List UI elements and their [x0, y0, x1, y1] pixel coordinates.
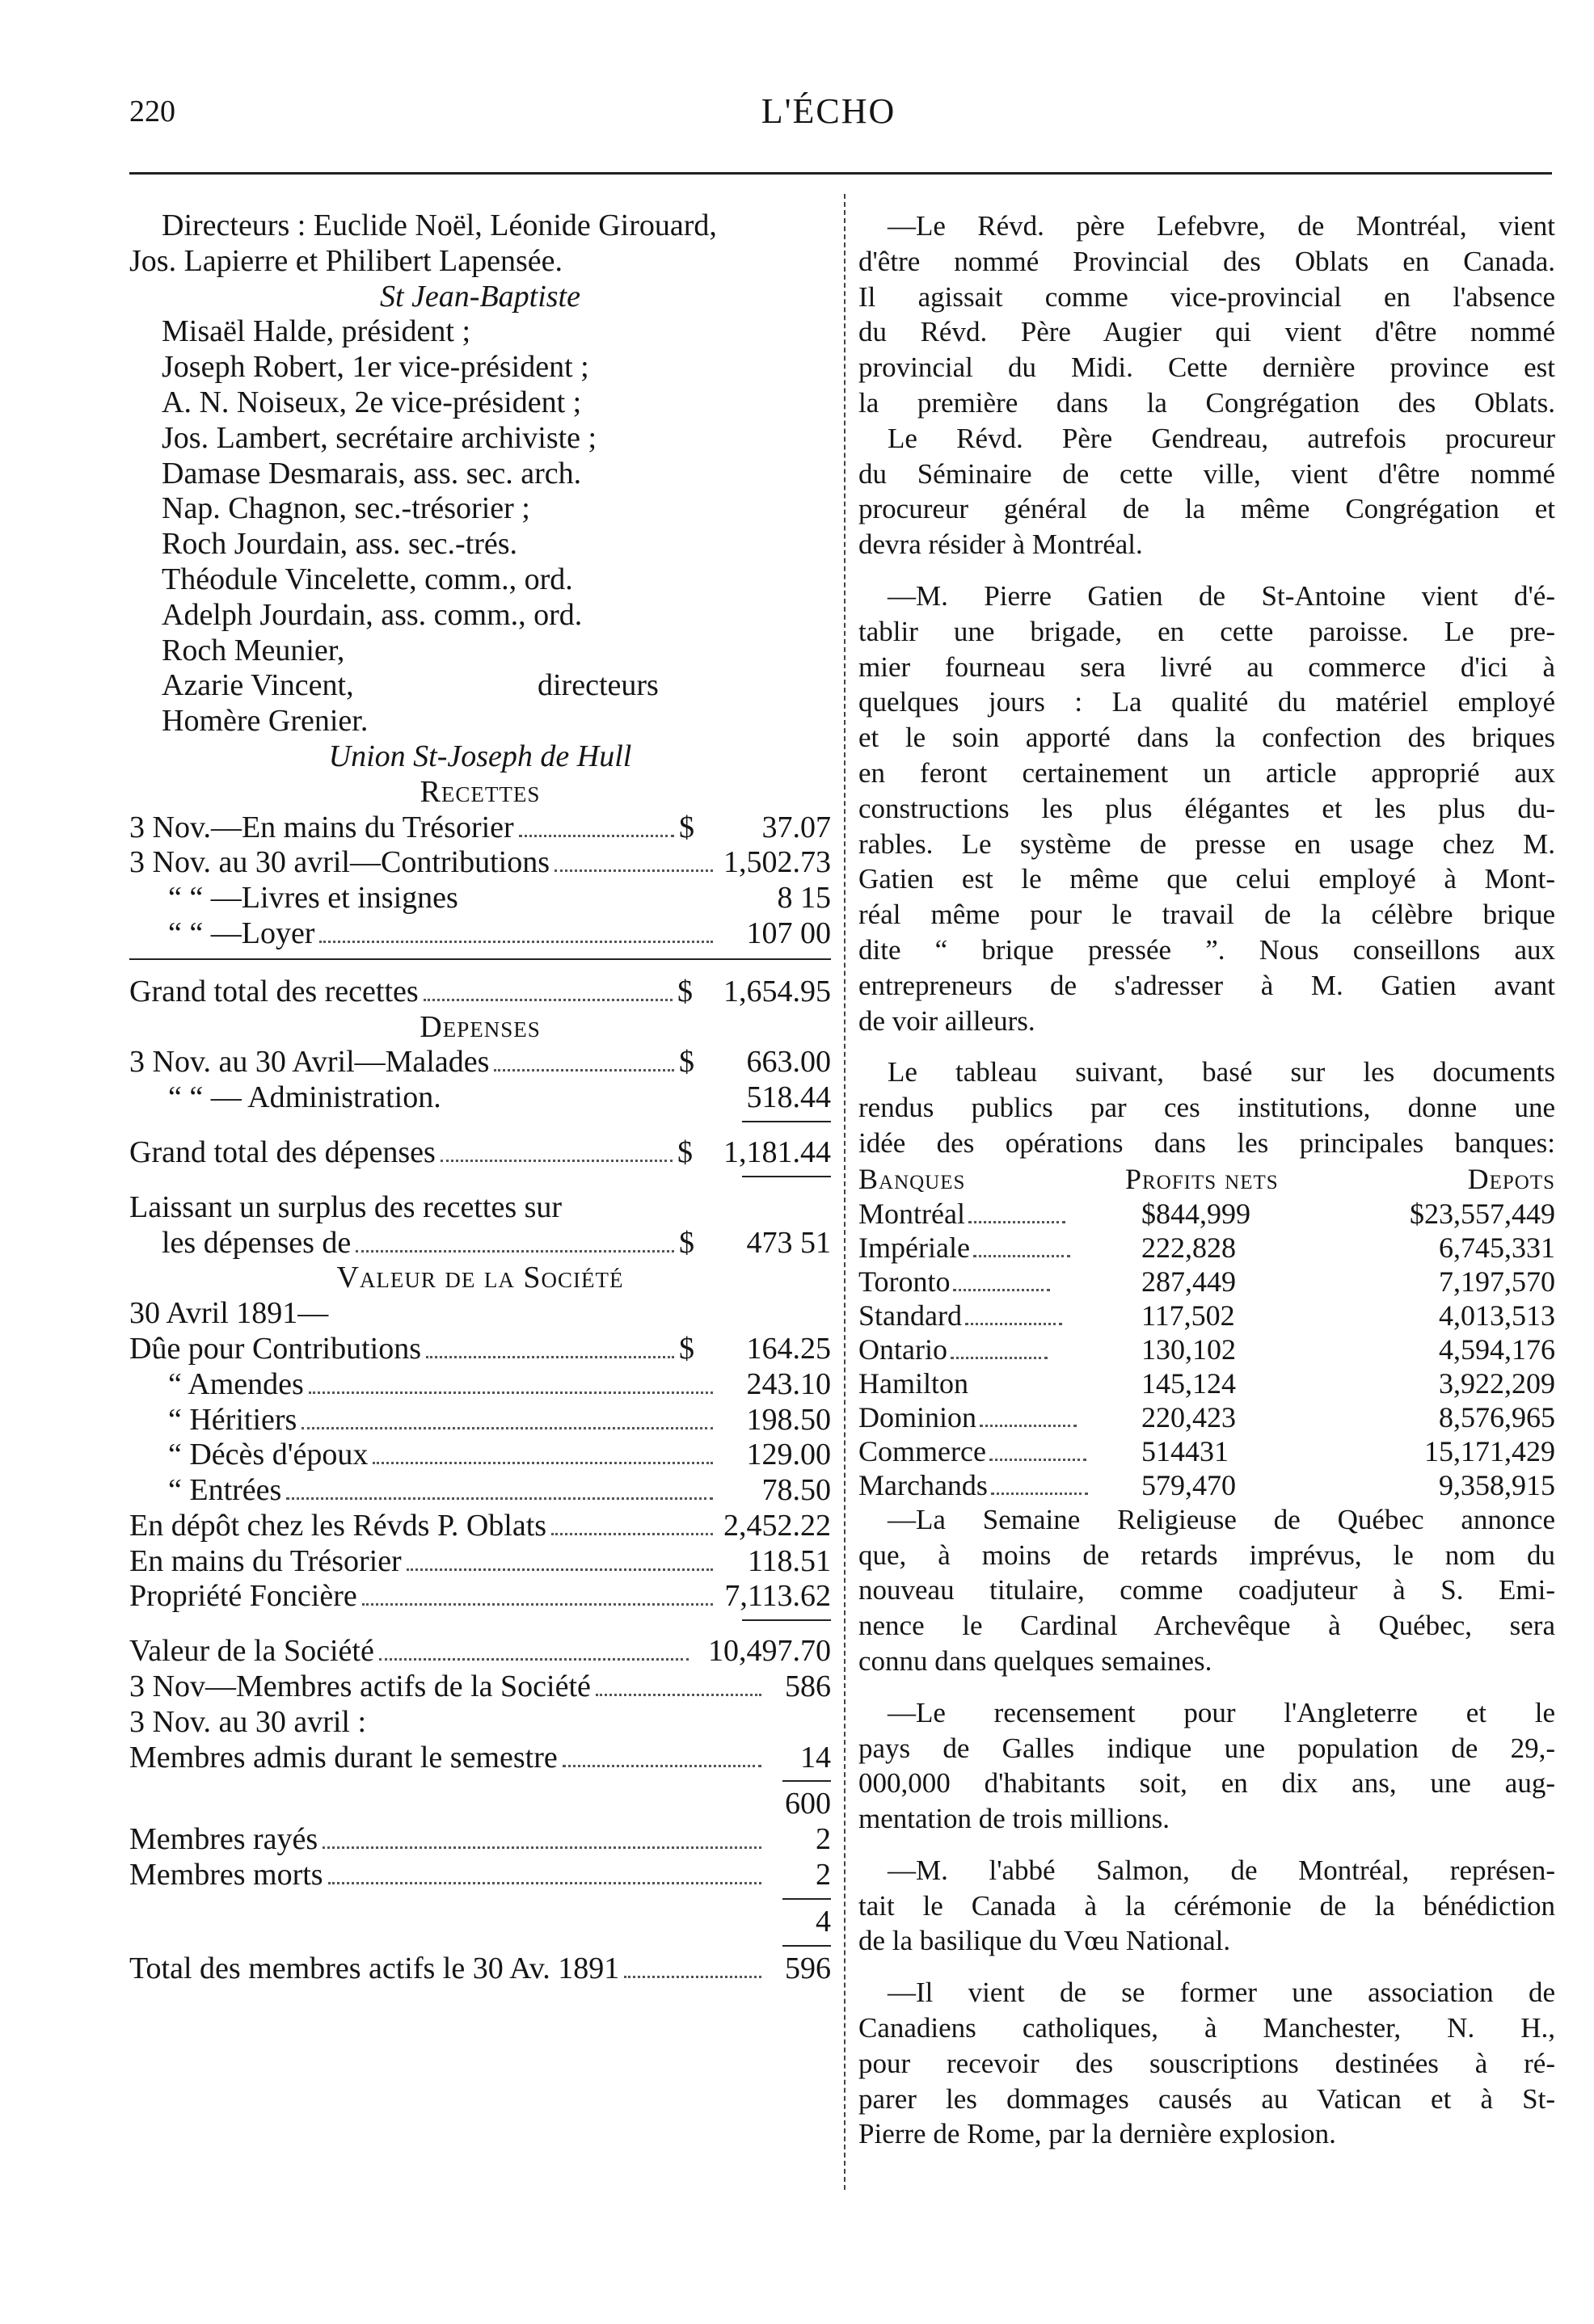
due-label: “ Héritiers — [168, 1402, 297, 1437]
bank-depots: $23,557,449 — [1410, 1197, 1555, 1230]
officer-line: Damase Desmarais, ass. sec. arch. — [162, 456, 582, 490]
dot-leader — [624, 1976, 761, 1978]
bank-row — [858, 1197, 1555, 1231]
due-value: 243.10 — [746, 1366, 831, 1401]
union-heading: Union St-Joseph de Hull — [328, 739, 632, 773]
membres-label: 3 Nov—Membres actifs de la Société — [129, 1669, 591, 1704]
officer-line: Nap. Chagnon, sec.-trésorier ; — [162, 491, 530, 526]
bank-profit: 287,449 — [1141, 1265, 1236, 1298]
text-line: en feront certainement un article approprié aux — [858, 756, 1555, 789]
paragraph-gendreau — [858, 421, 1555, 562]
bank-depots: 4,013,513 — [1439, 1299, 1555, 1332]
text-line: pour recevoir des souscriptions destinées à ré- — [858, 2047, 1555, 2079]
depense-value: 518.44 — [746, 1080, 831, 1115]
text-line: devra résider à Montréal. — [858, 528, 1143, 561]
dot-leader — [441, 1160, 673, 1162]
bank-row — [858, 1299, 1555, 1333]
col-header-banques: Banques — [858, 1162, 966, 1195]
dot-leader — [309, 1391, 713, 1394]
asset-label: En dépôt chez les Révds P. Oblats — [129, 1508, 547, 1543]
valeur-total-row — [129, 1634, 831, 1669]
bank-row — [858, 1265, 1555, 1299]
text-line: et le soin apporté dans la confection des briques — [858, 722, 1555, 754]
text-line: de voir ailleurs. — [858, 1004, 1035, 1037]
officer-line: Roch Meunier, — [162, 633, 345, 667]
sum-rule — [129, 1893, 831, 1905]
due-label: “ Décès d'époux — [168, 1438, 369, 1472]
due-row — [129, 1438, 831, 1473]
bank-name: Ontario — [858, 1333, 1125, 1366]
text-line: nouveau titulaire, comme coadjuteur à S. Emi- — [858, 1574, 1555, 1606]
bank-profit: 117,502 — [1141, 1299, 1235, 1332]
recette-row — [129, 810, 831, 846]
text-line: mentation de trois millions. — [858, 1803, 1170, 1835]
text-line: idée des opérations dans les principales banques: — [858, 1126, 1555, 1159]
text-line: Canadiens catholiques, à Manchester, N. H., — [858, 2012, 1555, 2044]
paragraph-tableau — [858, 1055, 1555, 1160]
rayes-value: 2 — [816, 1822, 831, 1857]
bank-row — [858, 1468, 1555, 1502]
bank-row — [858, 1366, 1555, 1400]
bank-profit: $844,999 — [1141, 1197, 1250, 1230]
text-line: —Le recensement pour l'Angleterre et le — [888, 1696, 1555, 1728]
asset-label: En mains du Trésorier — [129, 1543, 402, 1578]
dot-leader — [319, 941, 713, 943]
subtotal-600: 600 — [785, 1787, 831, 1821]
text-line: —Le Révd. père Lefebvre, de Montréal, vient — [888, 210, 1555, 242]
paragraph-association — [858, 1975, 1555, 2152]
recette-row — [129, 881, 831, 916]
officer-list — [129, 314, 831, 739]
dot-leader — [407, 1568, 713, 1571]
dot-leader — [302, 1427, 713, 1429]
bank-name: Toronto — [858, 1265, 1125, 1299]
left-column — [129, 208, 831, 1986]
dot-leader — [555, 869, 713, 872]
depense-value: 663.00 — [746, 1045, 831, 1080]
text-line: rendus publics par ces institutions, donne une — [858, 1092, 1555, 1124]
dot-leader — [328, 1882, 761, 1884]
officer-line: Adelph Jourdain, ass. comm., ord. — [162, 597, 583, 632]
text-line: la première dans la Congrégation des Oblats. — [858, 386, 1555, 419]
depense-row — [129, 1080, 831, 1116]
right-column — [858, 208, 1555, 2152]
recette-value: 1,502.73 — [723, 845, 831, 880]
admis-value: 14 — [800, 1740, 831, 1775]
bank-depots: 6,745,331 — [1439, 1231, 1555, 1264]
admis-label: Membres admis durant le semestre — [129, 1740, 558, 1775]
text-line: de la basilique du Vœu National. — [858, 1925, 1231, 1957]
sum-rule — [129, 1171, 831, 1182]
grand-total-recettes — [129, 975, 831, 1010]
bank-name: Impériale — [858, 1231, 1125, 1265]
bank-name: Hamilton — [858, 1366, 968, 1400]
bank-profit: 130,102 — [1141, 1333, 1236, 1366]
bank-profit: 222,828 — [1141, 1231, 1236, 1264]
due-value: 129.00 — [746, 1438, 831, 1472]
bank-depots: 3,922,209 — [1439, 1366, 1555, 1400]
rayes-label: Membres rayés — [129, 1822, 318, 1857]
recette-label: 3 Nov. au 30 avril—Contributions — [129, 845, 550, 880]
recette-row — [129, 845, 831, 881]
text-line: quelques jours : La qualité du matériel employé — [858, 686, 1555, 718]
officer-line: Misaël Halde, président ; — [162, 314, 471, 349]
directeurs-label: directeurs — [538, 668, 659, 703]
due-value: 164.25 — [746, 1331, 831, 1366]
asset-value: 7,113.62 — [724, 1579, 831, 1614]
depense-label: “ “ — Administration. — [168, 1080, 441, 1115]
paragraph-gatien — [858, 579, 1555, 1038]
officer-line: A. N. Noiseux, 2e vice-président ; — [162, 385, 582, 419]
rayes-row — [129, 1822, 831, 1858]
due-label: “ Amendes — [168, 1366, 304, 1401]
dot-leader — [426, 1356, 674, 1358]
due-value: 78.50 — [761, 1473, 831, 1508]
valeur-total-label: Valeur de la Société — [129, 1634, 374, 1669]
due-label: Dûe pour Contributions — [129, 1331, 421, 1366]
dot-leader — [356, 1250, 674, 1253]
morts-row — [129, 1858, 831, 1893]
asset-row — [129, 1544, 831, 1580]
currency: $ — [679, 1331, 694, 1366]
text-line: —M. l'abbé Salmon, de Montréal, représen- — [888, 1854, 1555, 1886]
text-line: Pierre de Rome, par la dernière explosion. — [858, 2118, 1336, 2150]
text-line: réal même pour le travail de la célèbre brique — [858, 899, 1555, 931]
bank-depots: 8,576,965 — [1439, 1400, 1555, 1434]
due-label: “ Entrées — [168, 1473, 282, 1508]
dot-leader — [596, 1694, 761, 1696]
morts-label: Membres morts — [129, 1858, 323, 1892]
total-value: 1,181.44 — [723, 1135, 831, 1169]
surplus-line-1: Laissant un surplus des recettes sur — [129, 1189, 563, 1224]
total-label: Grand total des dépenses — [129, 1135, 436, 1169]
total-actifs-label: Total des membres actifs le 30 Av. 1891 — [129, 1951, 620, 1985]
depenses-heading: Depenses — [420, 1009, 541, 1044]
asset-value: 2,452.22 — [723, 1508, 831, 1543]
dot-leader — [551, 1533, 713, 1535]
directeurs-line-2: Jos. Lapierre et Philibert Lapensée. — [129, 243, 563, 278]
text-line: tait le Canada à la cérémonie de la bénédiction — [858, 1889, 1555, 1922]
dot-leader — [379, 1658, 689, 1661]
currency: $ — [679, 1225, 694, 1260]
bank-depots: 4,594,176 — [1439, 1333, 1555, 1366]
surplus-value: 473 51 — [746, 1225, 831, 1260]
recette-label: “ “ —Loyer — [168, 916, 315, 950]
dot-leader — [286, 1497, 713, 1500]
paragraph-semaine-religieuse — [858, 1502, 1555, 1679]
bank-name: Marchands — [858, 1468, 1125, 1502]
sum-rule — [129, 1615, 831, 1626]
dot-leader — [323, 1846, 761, 1849]
text-line: parer les dommages causés au Vatican et à St- — [858, 2082, 1555, 2115]
st-jean-baptiste-heading: St Jean-Baptiste — [380, 279, 580, 314]
total-actifs-row — [129, 1951, 831, 1987]
valeur-heading: Valeur de la Société — [336, 1261, 624, 1295]
asset-row — [129, 1579, 831, 1615]
dot-leader — [424, 999, 673, 1001]
grand-total-depenses — [129, 1135, 831, 1171]
text-line: du Révd. Père Augier qui vient d'être nommé — [858, 316, 1555, 348]
bank-name: Standard — [858, 1299, 1125, 1333]
recette-label: “ “ —Livres et insignes — [168, 881, 458, 916]
azarie-name: Azarie Vincent, — [162, 668, 354, 703]
nov-avril-line: 3 Nov. au 30 avril : — [129, 1704, 367, 1739]
text-line: nence le Cardinal Archevêque à Québec, sera — [858, 1610, 1555, 1642]
bank-depots: 9,358,915 — [1439, 1468, 1555, 1501]
column-separator — [844, 194, 845, 2190]
text-line: Il agissait comme vice-provincial en l'absence — [858, 280, 1555, 313]
membres-actifs-row — [129, 1669, 831, 1705]
surplus-label: les dépenses de — [162, 1225, 352, 1260]
due-value: 198.50 — [746, 1402, 831, 1437]
bank-name: Dominion — [858, 1400, 1125, 1434]
text-line: —La Semaine Religieuse de Québec annonce — [888, 1503, 1555, 1535]
text-line: rables. Le système de presse en usage chez M. — [858, 827, 1555, 860]
officer-line: Jos. Lambert, secrétaire archiviste ; — [162, 420, 597, 455]
sum-rule — [129, 1775, 831, 1787]
bank-depots: 7,197,570 — [1439, 1265, 1555, 1298]
morts-value: 2 — [816, 1858, 831, 1892]
admis-row — [129, 1741, 831, 1776]
text-line: —Il vient de se former une association de — [888, 1977, 1555, 2009]
subtotal-4: 4 — [816, 1904, 831, 1939]
officer-line: Roch Jourdain, ass. sec.-trés. — [162, 527, 518, 562]
bank-profit: 220,423 — [1141, 1400, 1236, 1434]
directeurs-line-1: Directeurs : Euclide Noël, Léonide Girouard, — [162, 208, 717, 242]
text-line: Le Révd. Père Gendreau, autrefois procureur — [888, 422, 1555, 454]
currency: $ — [677, 1135, 693, 1169]
bank-profit: 579,470 — [1141, 1468, 1236, 1501]
section-rule — [129, 952, 831, 966]
asset-value: 118.51 — [747, 1543, 831, 1578]
currency: $ — [679, 1045, 694, 1080]
bank-row — [858, 1434, 1555, 1468]
officer-line: Homère Grenier. — [162, 704, 369, 739]
total-label: Grand total des recettes — [129, 974, 419, 1008]
subtotal-600-row — [129, 1787, 831, 1822]
officer-line: Joseph Robert, 1er vice-président ; — [162, 350, 589, 385]
text-line: que, à moins de retards imprévus, le nom du — [858, 1539, 1555, 1571]
asset-row — [129, 1509, 831, 1544]
bank-name: Commerce — [858, 1434, 1125, 1468]
dot-leader — [494, 1069, 674, 1071]
due-row — [129, 1367, 831, 1403]
recettes-heading: Recettes — [420, 774, 541, 809]
dot-leader — [519, 835, 674, 837]
sum-rule — [129, 1116, 831, 1127]
text-line: d'être nommé Provincial des Oblats en Canada. — [858, 245, 1555, 277]
text-line: procureur général de la même Congrégation et — [858, 493, 1555, 525]
dot-leader — [373, 1462, 713, 1464]
surplus-line-2 — [129, 1226, 831, 1261]
col-header-profits: Profits nets — [1125, 1162, 1279, 1195]
paragraph-lefebvre — [858, 208, 1555, 421]
text-line: tablir une brigade, en cette paroisse. Le pre- — [858, 615, 1555, 647]
membres-value: 586 — [785, 1669, 831, 1704]
total-value: 1,654.95 — [723, 974, 831, 1008]
bank-depots: 15,171,429 — [1424, 1434, 1555, 1467]
recette-value: 107 00 — [746, 916, 831, 950]
recette-row — [129, 916, 831, 952]
bank-name: Montréal — [858, 1197, 1125, 1231]
text-line: constructions les plus élégantes et les plus du- — [858, 792, 1555, 824]
text-line: —M. Pierre Gatien de St-Antoine vient d'é- — [888, 579, 1555, 612]
bank-table — [858, 1161, 1555, 1502]
bank-table-header — [858, 1161, 1555, 1197]
text-line: entrepreneurs de s'adresser à M. Gatien avant — [858, 969, 1555, 1001]
text-line: connu dans quelques semaines. — [858, 1644, 1212, 1677]
bank-row — [858, 1231, 1555, 1265]
recette-label: 3 Nov.—En mains du Trésorier — [129, 810, 514, 844]
valeur-total-value: 10,497.70 — [708, 1634, 831, 1669]
valeur-date: 30 Avril 1891— — [129, 1296, 329, 1331]
asset-label: Propriété Foncière — [129, 1579, 357, 1614]
depense-row — [129, 1045, 831, 1080]
bank-row — [858, 1400, 1555, 1434]
text-line: 000,000 d'habitants soit, en dix ans, une aug- — [858, 1767, 1555, 1800]
bank-row — [858, 1333, 1555, 1366]
text-line: pays de Galles indique une population de 29,- — [858, 1732, 1555, 1764]
subtotal-4-row — [129, 1905, 831, 1940]
officer-line-azarie — [129, 668, 831, 704]
bank-profit: 145,124 — [1141, 1366, 1236, 1400]
paragraph-salmon — [858, 1853, 1555, 1959]
bank-profit: 514431 — [1141, 1434, 1229, 1467]
text-line: Le tableau suivant, basé sur les documents — [888, 1056, 1555, 1088]
text-line: Gatien est le même que celui employé à Mont- — [858, 863, 1555, 895]
due-row — [129, 1332, 831, 1367]
due-row — [129, 1473, 831, 1509]
col-header-depots: Depots — [1467, 1162, 1555, 1195]
text-line: provincial du Midi. Cette dernière province est — [858, 352, 1555, 384]
page-number: 220 — [129, 95, 175, 128]
recette-value: 37.07 — [761, 810, 831, 844]
currency: $ — [677, 974, 693, 1008]
due-row — [129, 1403, 831, 1438]
officer-line: Théodule Vincelette, comm., ord. — [162, 562, 573, 596]
text-line: mier fourneau sera livré au commerce d'ici à — [858, 650, 1555, 683]
total-actifs-value: 596 — [785, 1951, 831, 1985]
paragraph-recensement — [858, 1695, 1555, 1837]
text-line: dite “ brique pressée ”. Nous conseillons aux — [858, 933, 1555, 966]
depense-label: 3 Nov. au 30 Avril—Malades — [129, 1045, 490, 1080]
dot-leader — [362, 1603, 713, 1606]
header-rule — [129, 172, 1552, 175]
recette-value: 8 15 — [777, 881, 831, 916]
dot-leader — [563, 1765, 761, 1767]
text-line: du Séminaire de cette ville, vient d'être nommé — [858, 457, 1555, 490]
sum-rule — [129, 1940, 831, 1951]
running-title: L'ÉCHO — [761, 91, 896, 131]
currency: $ — [679, 810, 694, 844]
